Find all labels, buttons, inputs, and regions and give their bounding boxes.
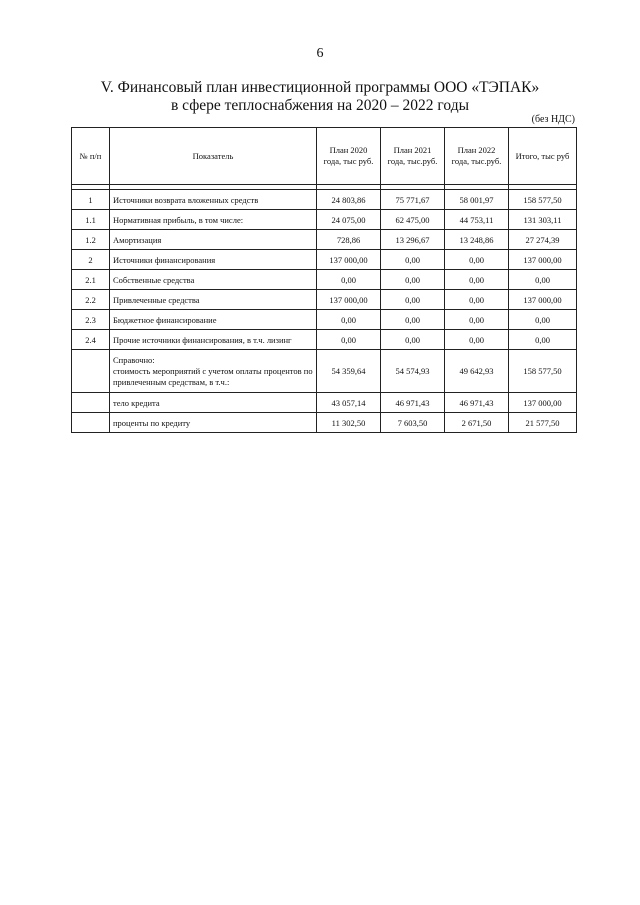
page-number: 6 bbox=[316, 46, 324, 61]
row-total: 158 577,50 bbox=[509, 350, 577, 393]
row-plan-2022: 0,00 bbox=[445, 290, 509, 310]
header-indicator: Показатель bbox=[110, 128, 317, 185]
row-plan-2020: 24 803,86 bbox=[317, 190, 381, 210]
row-number: 2 bbox=[72, 250, 110, 270]
title-line-2: в сфере теплоснабжения на 2020 – 2022 годы bbox=[170, 97, 470, 114]
financial-plan-table bbox=[71, 127, 577, 433]
row-number: 1.1 bbox=[72, 210, 110, 230]
row-plan-2022: 2 671,50 bbox=[445, 413, 509, 433]
row-plan-2020: 728,86 bbox=[317, 230, 381, 250]
row-plan-2020: 0,00 bbox=[317, 330, 381, 350]
row-plan-2020: 54 359,64 bbox=[317, 350, 381, 393]
row-plan-2021: 46 971,43 bbox=[381, 393, 445, 413]
row-plan-2021: 75 771,67 bbox=[381, 190, 445, 210]
row-plan-2022: 46 971,43 bbox=[445, 393, 509, 413]
table-row bbox=[72, 310, 577, 330]
header-total: Итого, тыс руб bbox=[509, 128, 577, 185]
row-plan-2021: 62 475,00 bbox=[381, 210, 445, 230]
table-row bbox=[72, 413, 577, 433]
row-plan-2020: 43 057,14 bbox=[317, 393, 381, 413]
table-row bbox=[72, 290, 577, 310]
row-indicator: Нормативная прибыль, в том числе: bbox=[110, 210, 317, 230]
table-row bbox=[72, 210, 577, 230]
row-indicator: тело кредита bbox=[110, 393, 317, 413]
row-number: 2.3 bbox=[72, 310, 110, 330]
header-plan-2020: План 2020 года, тыс руб. bbox=[317, 128, 381, 185]
table-row bbox=[72, 190, 577, 210]
row-number bbox=[72, 350, 110, 393]
table-row bbox=[72, 250, 577, 270]
row-indicator: Прочие источники финансирования, в т.ч. лизинг bbox=[110, 330, 317, 350]
table-body bbox=[72, 185, 577, 433]
table-header-row bbox=[72, 128, 577, 185]
row-plan-2021: 54 574,93 bbox=[381, 350, 445, 393]
row-plan-2022: 0,00 bbox=[445, 250, 509, 270]
row-plan-2021: 0,00 bbox=[381, 250, 445, 270]
row-plan-2022: 44 753,11 bbox=[445, 210, 509, 230]
table-row bbox=[72, 393, 577, 413]
header-plan-2022: План 2022 года, тыс.руб. bbox=[445, 128, 509, 185]
vat-note: (без НДС) bbox=[531, 114, 575, 125]
row-total: 21 577,50 bbox=[509, 413, 577, 433]
row-indicator: Привлеченные средства bbox=[110, 290, 317, 310]
row-number bbox=[72, 393, 110, 413]
row-plan-2021: 0,00 bbox=[381, 310, 445, 330]
row-plan-2022: 0,00 bbox=[445, 330, 509, 350]
row-indicator: Бюджетное финансирование bbox=[110, 310, 317, 330]
row-plan-2022: 13 248,86 bbox=[445, 230, 509, 250]
table-row bbox=[72, 270, 577, 290]
row-indicator: Амортизация bbox=[110, 230, 317, 250]
row-plan-2022: 0,00 bbox=[445, 310, 509, 330]
row-total: 158 577,50 bbox=[509, 190, 577, 210]
table-row bbox=[72, 230, 577, 250]
row-indicator: Источники возврата вложенных средств bbox=[110, 190, 317, 210]
row-indicator: проценты по кредиту bbox=[110, 413, 317, 433]
row-number bbox=[72, 413, 110, 433]
row-number: 1.2 bbox=[72, 230, 110, 250]
row-plan-2022: 0,00 bbox=[445, 270, 509, 290]
row-plan-2021: 13 296,67 bbox=[381, 230, 445, 250]
row-plan-2021: 0,00 bbox=[381, 330, 445, 350]
header-plan-2021: План 2021 года, тыс.руб. bbox=[381, 128, 445, 185]
table-row bbox=[72, 350, 577, 393]
row-total: 0,00 bbox=[509, 270, 577, 290]
title-line-1: V. Финансовый план инвестиционной программы ООО «ТЭПАК» bbox=[100, 79, 540, 96]
row-plan-2020: 137 000,00 bbox=[317, 290, 381, 310]
row-indicator: Справочно: стоимость мероприятий с учетом оплаты процентов по привлеченным средствам, в т.ч.: bbox=[110, 350, 317, 393]
row-number: 1 bbox=[72, 190, 110, 210]
row-plan-2020: 24 075,00 bbox=[317, 210, 381, 230]
row-total: 131 303,11 bbox=[509, 210, 577, 230]
row-plan-2022: 58 001,97 bbox=[445, 190, 509, 210]
row-total: 137 000,00 bbox=[509, 250, 577, 270]
row-indicator: Собственные средства bbox=[110, 270, 317, 290]
row-plan-2021: 0,00 bbox=[381, 290, 445, 310]
table-row bbox=[72, 330, 577, 350]
row-number: 2.1 bbox=[72, 270, 110, 290]
row-indicator: Источники финансирования bbox=[110, 250, 317, 270]
row-plan-2020: 11 302,50 bbox=[317, 413, 381, 433]
header-num: № п/п bbox=[72, 128, 110, 185]
row-number: 2.4 bbox=[72, 330, 110, 350]
document-title bbox=[0, 79, 640, 115]
row-total: 137 000,00 bbox=[509, 393, 577, 413]
row-total: 0,00 bbox=[509, 330, 577, 350]
row-plan-2020: 137 000,00 bbox=[317, 250, 381, 270]
row-total: 27 274,39 bbox=[509, 230, 577, 250]
row-total: 137 000,00 bbox=[509, 290, 577, 310]
row-plan-2020: 0,00 bbox=[317, 310, 381, 330]
row-total: 0,00 bbox=[509, 310, 577, 330]
row-plan-2021: 7 603,50 bbox=[381, 413, 445, 433]
row-plan-2021: 0,00 bbox=[381, 270, 445, 290]
row-number: 2.2 bbox=[72, 290, 110, 310]
row-plan-2022: 49 642,93 bbox=[445, 350, 509, 393]
row-plan-2020: 0,00 bbox=[317, 270, 381, 290]
